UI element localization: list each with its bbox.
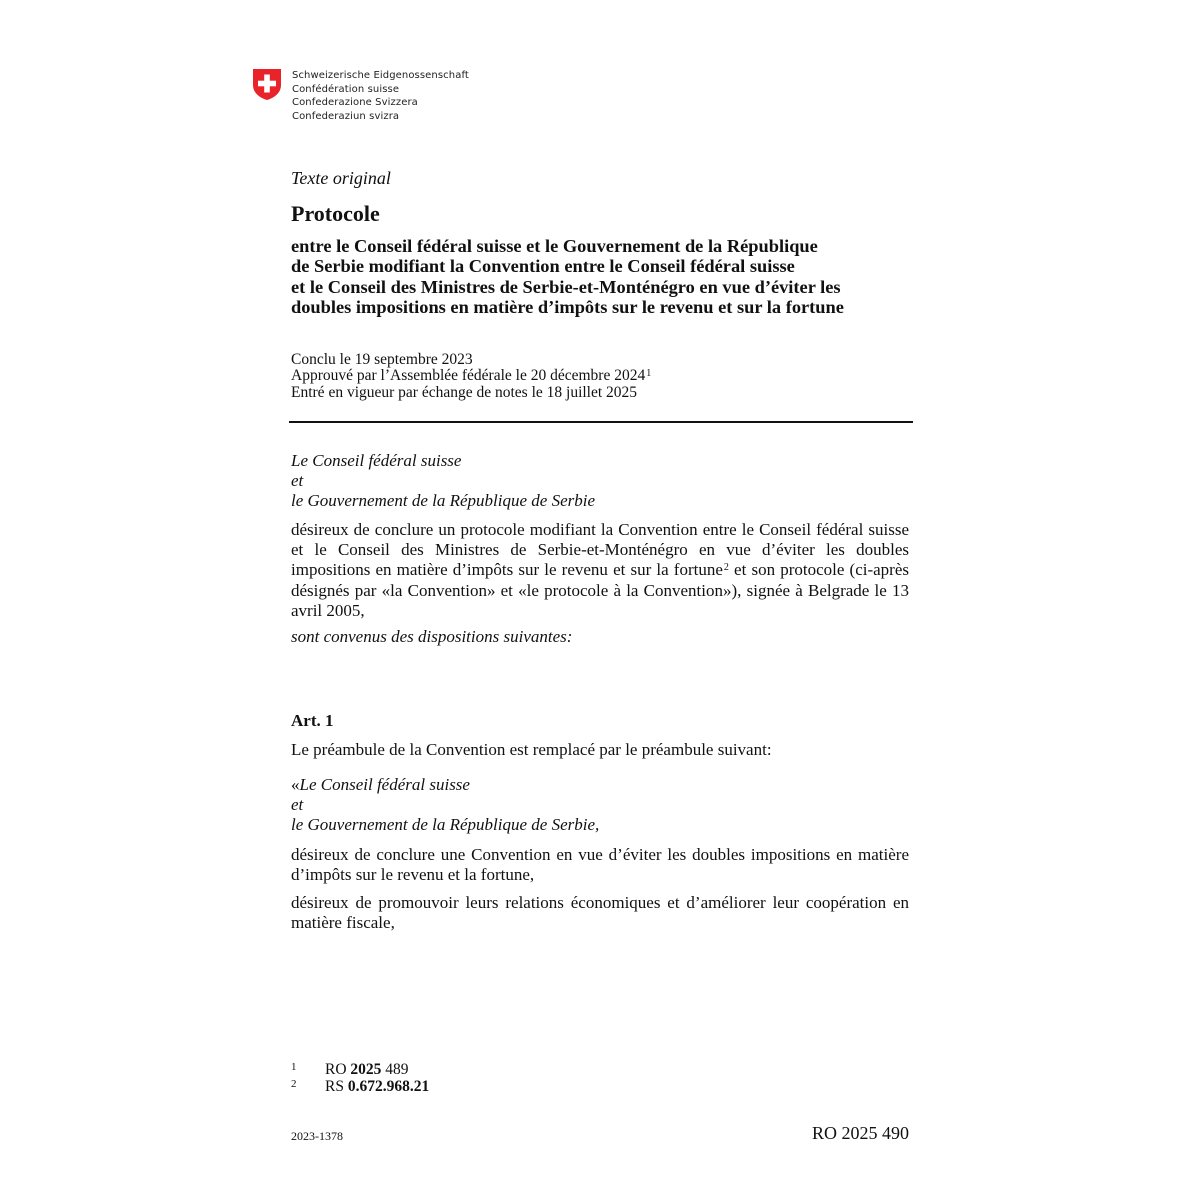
article-intro: Le préambule de la Convention est remplacé par le préambule suivant: xyxy=(291,740,772,759)
quoted-party-conjunction: et xyxy=(291,795,304,815)
subtitle-line: entre le Conseil fédéral suisse et le Gouvernement de la République xyxy=(291,236,818,256)
quoted-party-serbia: le Gouvernement de la République de Serbie, xyxy=(291,815,600,835)
footnote-number: 2 xyxy=(291,1077,297,1090)
preamble-text: désireux de conclure un protocole modifiant la Convention entre le Conseil fédéral suisse et le Conseil des Ministres de Serbie-et-Monténégro en vue d’éviter les doubles impositions en matière d’impôts sur le revenu et sur la fortune xyxy=(291,520,909,580)
quoted-party-switzerland-line xyxy=(291,775,599,795)
document-dates xyxy=(291,352,651,401)
preamble-agreed: sont convenus des dispositions suivantes: xyxy=(291,627,573,646)
footnote-bold: 2025 xyxy=(350,1061,382,1078)
footnote xyxy=(291,1079,429,1096)
confederation-names xyxy=(292,69,469,124)
document-number: 2023-1378 xyxy=(291,1129,343,1143)
document-subtitle xyxy=(291,236,844,317)
subtitle-line: doubles impositions en matière d’impôts sur le revenu et sur la fortune xyxy=(291,296,844,317)
document-label: Texte original xyxy=(291,168,391,188)
in-force-date: Entré en vigueur par échange de notes le 18 juillet 2025 xyxy=(291,383,638,401)
preamble-paragraph xyxy=(291,520,909,621)
divider xyxy=(289,421,913,423)
approved-date-line xyxy=(291,368,651,384)
footnote-text xyxy=(325,1079,429,1096)
quoted-party-switzerland: Le Conseil fédéral suisse xyxy=(299,775,470,794)
article-heading: Art. 1 xyxy=(291,711,334,730)
confederation-name-it: Confederazione Svizzera xyxy=(292,97,418,109)
footnote-suffix: 489 xyxy=(381,1061,409,1078)
confederation-name-fr: Confédération suisse xyxy=(292,83,400,95)
quoted-preamble-parties xyxy=(291,775,599,836)
footnote-prefix: RO xyxy=(325,1061,351,1078)
party-serbia: le Gouvernement de la République de Serbie xyxy=(291,491,596,511)
article-paragraph-cooperation: désireux de promouvoir leurs relations économiques et d’améliorer leur coopération en matière fiscale, xyxy=(291,893,909,933)
footnote-ref-2[interactable]: 2 xyxy=(723,562,729,574)
footnotes xyxy=(291,1062,429,1095)
swiss-cross-icon xyxy=(252,68,282,101)
approved-date: Approuvé par l’Assemblée fédérale le 20 décembre 2024 xyxy=(291,367,646,385)
page-reference: RO 2025 490 xyxy=(811,1123,909,1143)
party-switzerland: Le Conseil fédéral suisse xyxy=(291,451,462,470)
party-conjunction: et xyxy=(291,471,304,491)
footnote-bold: 0.672.968.21 xyxy=(347,1077,430,1095)
concluded-date: Conclu le 19 septembre 2023 xyxy=(291,351,473,368)
footnote-ref-1[interactable]: 1 xyxy=(646,368,652,380)
confederation-name-rm: Confederaziun svizra xyxy=(292,111,400,123)
article-paragraph-convention: désireux de conclure une Convention en vue d’éviter les doubles impositions en matière d’impôts sur le revenu et la fortune, xyxy=(291,845,909,885)
footnote-prefix: RS xyxy=(325,1077,348,1095)
confederation-name-de: Schweizerische Eidgenossenschaft xyxy=(292,70,469,81)
subtitle-line: et le Conseil des Ministres de Serbie-et-Monténégro en vue d’éviter les xyxy=(291,276,841,297)
footnote-number: 1 xyxy=(291,1061,297,1073)
opening-quote: « xyxy=(291,775,300,794)
preamble-parties xyxy=(291,451,595,512)
preamble-text-continued: et son protocole (ci-après désignés par «la Convention» et «le protocole à la Convention»), signée à Belgrade le 13 avril 2005, xyxy=(291,560,910,620)
document-title: Protocole xyxy=(291,201,380,226)
footnote-text xyxy=(325,1062,409,1079)
subtitle-line: de Serbie modifiant la Convention entre le Conseil fédéral suisse xyxy=(291,256,795,277)
